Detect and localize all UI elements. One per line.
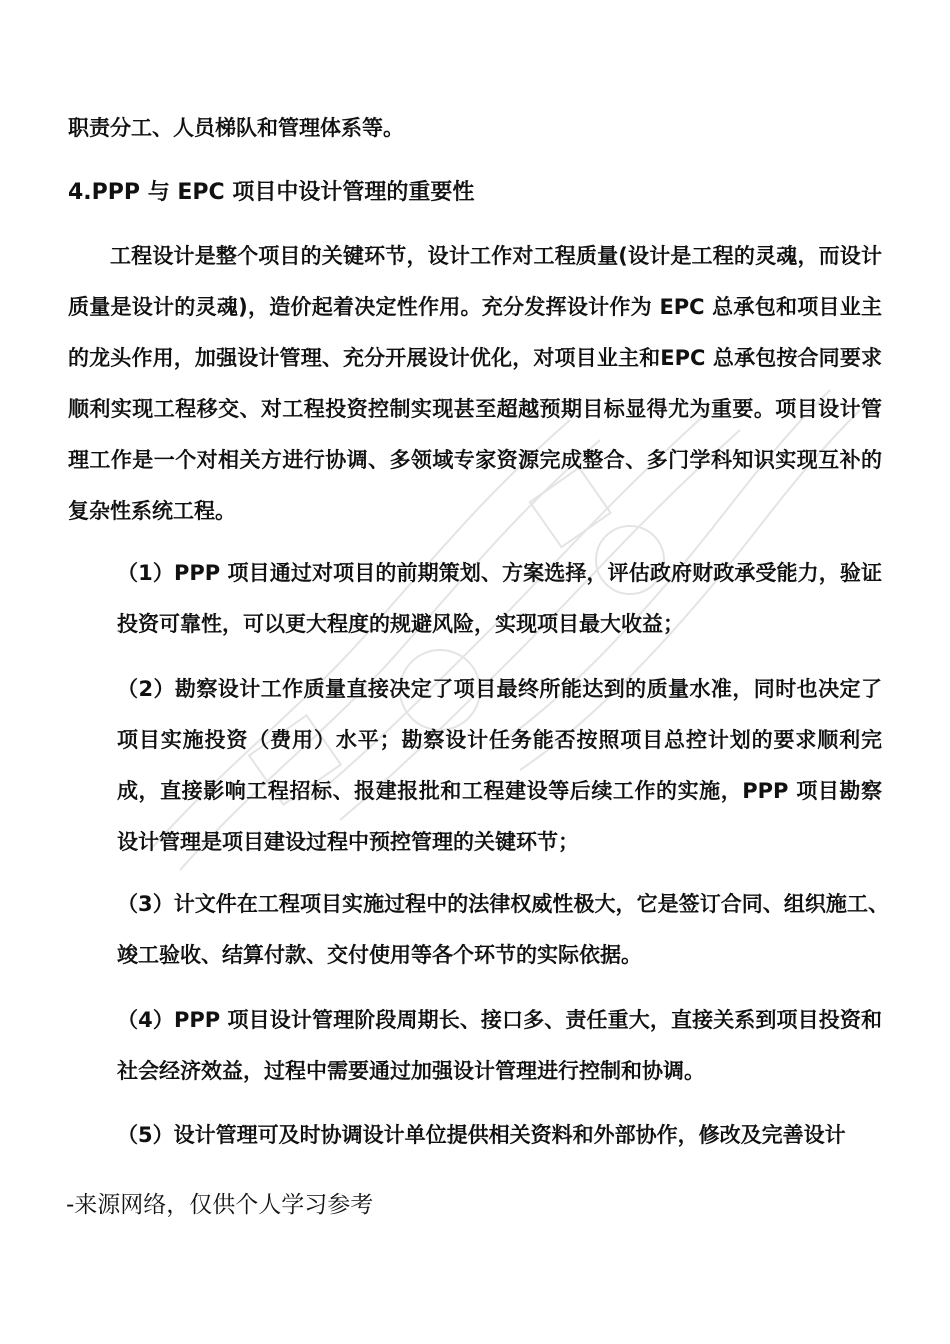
intro-line: 职责分工、人员梯队和管理体系等。: [68, 116, 404, 140]
list-item-4: （4）PPP 项目设计管理阶段周期长、接口多、责任重大，直接关系到项目投资和社会经济效益，过程中需要通过加强设计管理进行控制和协调。: [117, 1008, 882, 1083]
main-paragraph: 工程设计是整个项目的关键环节，设计工作对工程质量(设计是工程的灵魂，而设计质量是设计的灵魂)，造价起着决定性作用。充分发挥设计作为 EPC 总承包和项目业主的龙头作用，加强设计管理、充分开展设计优化，对项目业主和EPC 总承包按合同要求顺利实现工程移交、对工程投资控制实现甚至超越预期目标显得尤为重要。项目设计管理工作是一个对相关方进行协调、多领域专家资源完成整合、多门学科知识实现互补的复杂性系统工程。: [68, 244, 882, 523]
section-heading: 4.PPP 与 EPC 项目中设计管理的重要性: [68, 180, 475, 205]
list-item-2: （2）勘察设计工作质量直接决定了项目最终所能达到的质量水准，同时也决定了项目实施投资（费用）水平；勘察设计任务能否按照项目总控计划的要求顺利完成，直接影响工程招标、报建报批和工程建设等后续工作的实施，PPP 项目勘察设计管理是项目建设过程中预控管理的关键环节；: [117, 677, 882, 854]
footer-note: -来源网络，仅供个人学习参考: [66, 1192, 374, 1218]
list-item-5: （5）设计管理可及时协调设计单位提供相关资料和外部协作，修改及完善设计: [117, 1123, 846, 1147]
list-item-1: （1）PPP 项目通过对项目的前期策划、方案选择，评估政府财政承受能力，验证投资可靠性，可以更大程度的规避风险，实现项目最大收益；: [117, 561, 882, 636]
list-item-3: （3）计文件在工程项目实施过程中的法律权威性极大，它是签订合同、组织施工、竣工验收、结算付款、交付使用等各个环节的实际依据。: [117, 892, 889, 967]
